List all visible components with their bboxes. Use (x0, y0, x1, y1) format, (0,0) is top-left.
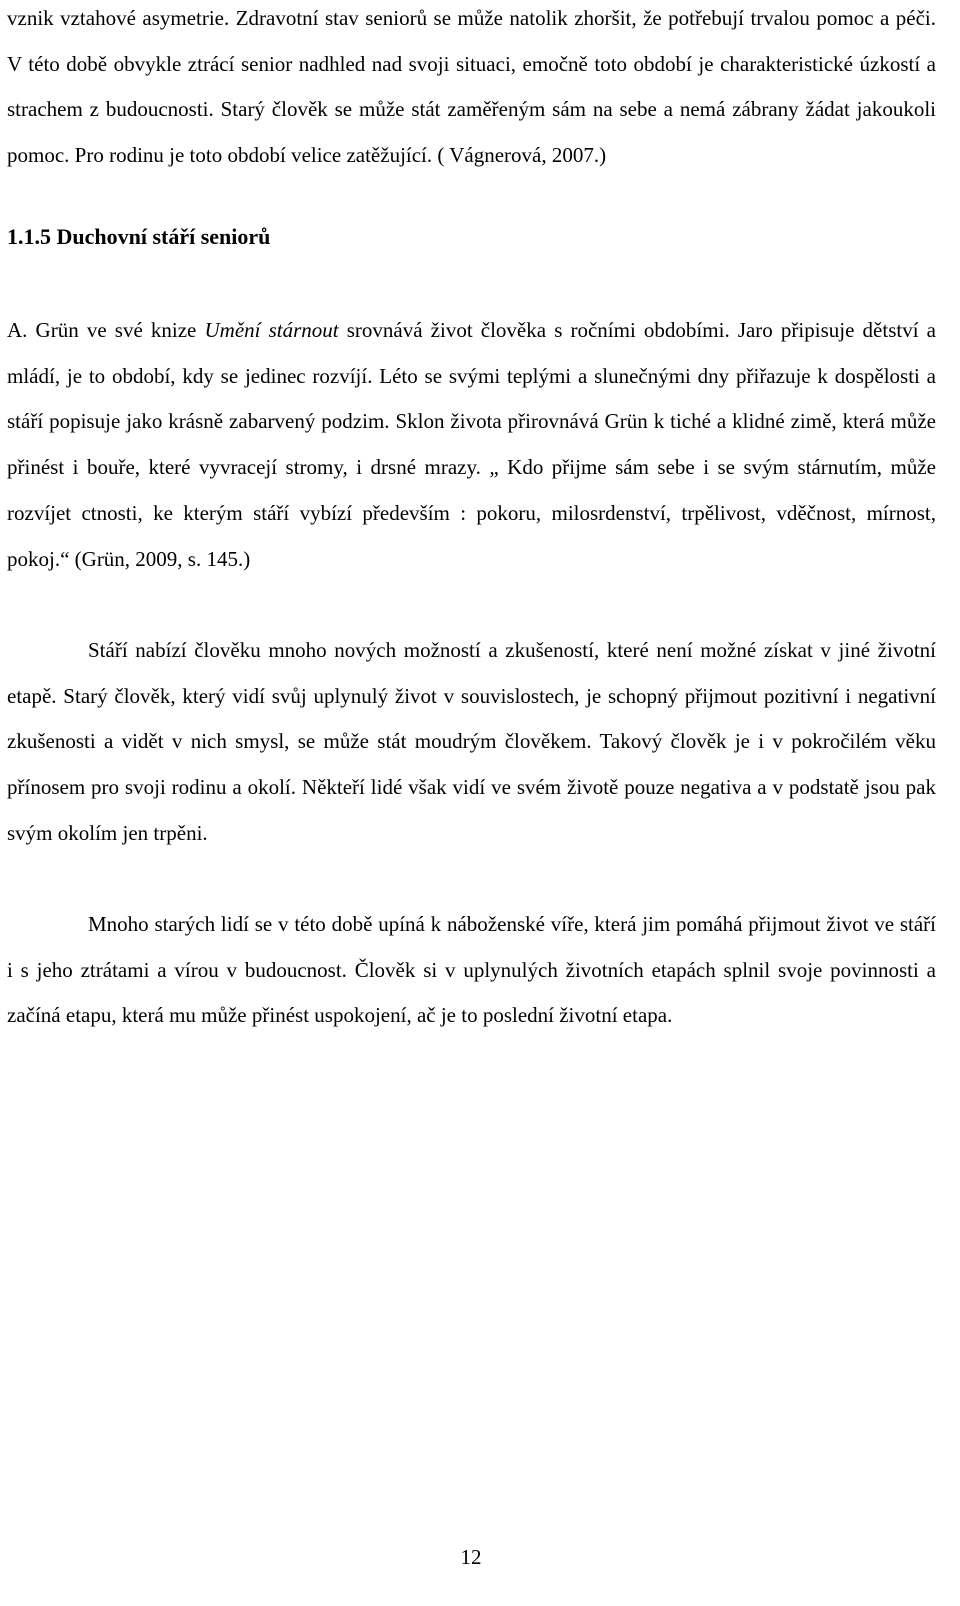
book-title: Umění stárnout (204, 318, 339, 342)
paragraph-old-age-opportunities: Stáří nabízí člověku mnoho nových možností a zkušeností, které není možné získat v jiné životní etapě. Starý člověk, který vidí svůj uplynulý život v souvislostech, je schopný přijmout pozitivní i negativní zkušenosti a vidět v nich smysl, se může stát moudrým člověkem. Takový člověk je i v pokročilém věku přínosem pro svoji rodinu a okolí. Někteří lidé však vidí ve svém životě pouze negativa a v podstatě jsou pak svým okolím jen trpěni. (7, 638, 936, 845)
paragraph-religious-faith: Mnoho starých lidí se v této době upíná k náboženské víře, která jim pomáhá přijmout život ve stáří i s jeho ztrátami a vírou v budoucnost. Člověk si v uplynulých životních etapách splnil svoje povinnosti a začíná etapu, která mu může přinést uspokojení, ač je to poslední životní etapa. (7, 912, 936, 1028)
section-heading: 1.1.5 Duchovní stáří seniorů (7, 224, 271, 249)
page-number: 12 (460, 1545, 482, 1569)
paragraph-health-status: vznik vztahové asymetrie. Zdravotní stav seniorů se může natolik zhoršit, že potřebují trvalou pomoc a péči. V této době obvykle ztrácí senior nadhled nad svoji situaci, emočně toto období je charakteristické úzkostí a strachem z budoucnosti. Starý člověk se může stát zaměřeným sám na sebe a nemá zábrany žádat jakoukoli pomoc. Pro rodinu je toto období velice zatěžující. ( Vágnerová, 2007.) (7, 6, 936, 168)
paragraph-grun-seasons (7, 308, 936, 582)
paragraph-grun-intro: A. Grün ve své knize (7, 318, 205, 342)
paragraph-grun-body: srovnává život člověka s ročními obdobími. Jaro připisuje dětství a mládí, je to období, kdy se jedinec rozvíjí. Léto se svými teplými a slunečnými dny přiřazuje k dospělosti a stáří popisuje jako krásně zabarvený podzim. Sklon života přirovnává Grün k tiché a klidné zimě, která může přinést i bouře, které vyvracejí stromy, i drsné mrazy. „ Kdo přijme sám sebe i se svým stárnutím, může rozvíjet ctnosti, ke kterým stáří vybízí především : pokoru, milosrdenství, trpělivost, vděčnost, mírnost, pokoj.“ (Grün, 2009, s. 145.) (7, 318, 936, 571)
